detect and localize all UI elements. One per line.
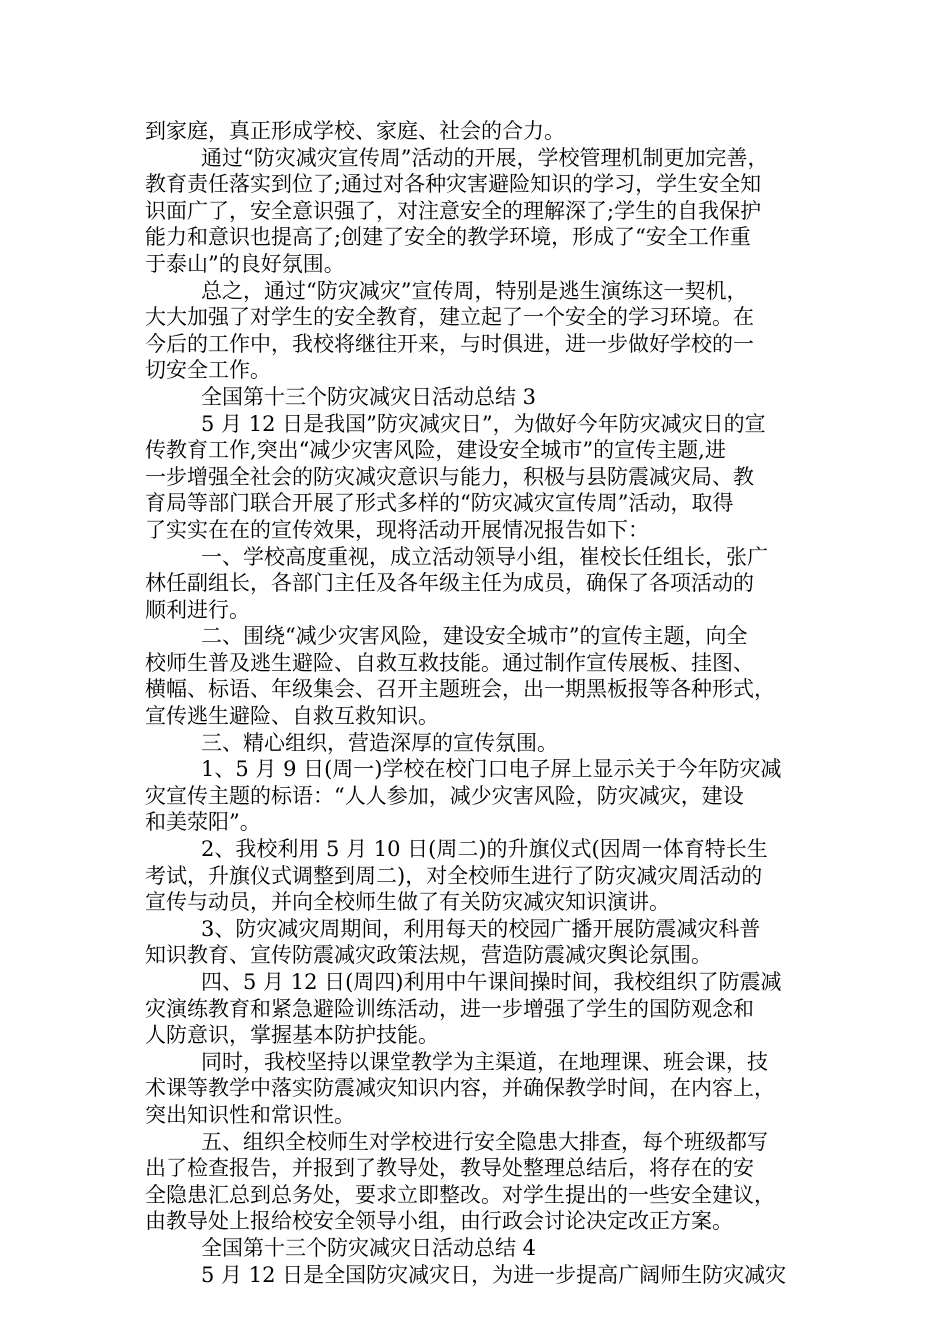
text-line: 宣传与动员，并向全校师生做了有关防灾减灾知识演讲。 [145,890,670,915]
text-line: 术课等教学中落实防震减灾知识内容，并确保教学时间，在内容上， [145,1076,775,1101]
text-line: 林任副组长，各部门主任及各年级主任为成员，确保了各项活动的 [145,571,754,596]
text-line: 二、围绕“减少灾害风险，建设安全城市”的宣传主题，向全 [201,624,748,649]
text-line: 出了检查报告，并报到了教导处，教导处整理总结后，将存在的安 [145,1156,754,1181]
text-line: 3、防灾减灾周期间，利用每天的校园广播开展防震减灾科普 [201,916,761,941]
text-line: 了实实在在的宣传效果，现将活动开展情况报告如下： [145,517,649,542]
text-line: 一、学校高度重视，成立活动领导小组，崔校长任组长，张广 [201,544,768,569]
text-line: 2、我校利用 5 月 10 日(周二)的升旗仪式(因周一体育特长生 [201,837,768,862]
text-line: 知识教育、宣传防震减灾政策法规，营造防震减灾舆论氛围。 [145,943,712,968]
text-line: 一步增强全社会的防灾减灾意识与能力，积极与县防震减灾局、教 [145,464,754,489]
text-line: 全国第十三个防灾减灾日活动总结 4 [201,1235,537,1260]
text-line: 宣传逃生避险、自救互救知识。 [145,704,439,729]
text-line: 校师生普及逃生避险、自救互救技能。通过制作宣传展板、挂图、 [145,650,754,675]
text-line: 通过“防灾减灾宣传周”活动的开展，学校管理机制更加完善， [201,145,769,170]
text-line: 三、精心组织，营造深厚的宣传氛围。 [201,730,558,755]
text-line: 5 月 12 日是我国”防灾减灾日”，为做好今年防灾减灾日的宣 [201,411,766,436]
text-line: 和美荥阳”。 [145,810,261,835]
text-line: 由教导处上报给校安全领导小组，由行政会讨论决定改正方案。 [145,1209,733,1234]
text-line: 1、5 月 9 日(周一)学校在校门口电子屏上显示关于今年防灾减 [201,757,782,782]
text-line: 考试，升旗仪式调整到周二)，对全校师生进行了防灾减灾周活动的 [145,863,763,888]
text-line: 教育责任落实到位了;通过对各种灾害避险知识的学习，学生安全知 [145,172,762,197]
text-line: 人防意识，掌握基本防护技能。 [145,1023,439,1048]
text-line: 灾演练教育和紧急避险训练活动，进一步增强了学生的国防观念和 [145,996,754,1021]
text-line: 今后的工作中，我校将继往开来，与时俱进，进一步做好学校的一 [145,331,754,356]
text-line: 到家庭，真正形成学校、家庭、社会的合力。 [145,119,565,143]
text-line: 育局等部门联合开展了形式多样的“防灾减灾宣传周”活动，取得 [145,491,734,516]
text-line: 切安全工作。 [145,358,271,383]
text-line: 识面广了，安全意识强了，对注意安全的理解深了;学生的自我保护 [145,198,762,223]
text-line: 同时，我校坚持以课堂教学为主渠道，在地理课、班会课，技 [201,1049,768,1074]
text-line: 四、5 月 12 日(周四)利用中午课间操时间，我校组织了防震减 [201,970,782,994]
text-line: 大大加强了对学生的安全教育，建立起了一个安全的学习环境。在 [145,305,754,330]
text-line: 突出知识性和常识性。 [145,1102,355,1127]
text-line: 顺利进行。 [145,597,250,622]
text-line: 5 月 12 日是全国防灾减灾日，为进一步提高广阔师生防灾减灾 [201,1262,787,1287]
text-line: 于泰山”的良好氛围。 [145,251,345,276]
text-line: 灾宣传主题的标语：“人人参加，减少灾害风险，防灾减灾，建设 [145,783,744,808]
text-line: 传教育工作,突出“减少灾害风险，建设安全城市”的宣传主题,进 [145,438,726,463]
text-line: 全隐患汇总到总务处，要求立即整改。对学生提出的一些安全建议， [145,1182,775,1207]
text-line: 总之，通过“防灾减灾”宣传周，特别是逃生演练这一契机， [201,278,748,303]
text-line: 横幅、标语、年级集会、召开主题班会，出一期黑板报等各种形式， [145,677,775,702]
text-line: 能力和意识也提高了;创建了安全的教学环境，形成了“安全工作重 [145,225,751,250]
text-line: 全国第十三个防灾减灾日活动总结 3 [201,384,537,409]
text-line: 五、组织全校师生对学校进行安全隐患大排查，每个班级都写 [201,1129,768,1154]
document-page [145,118,813,1288]
